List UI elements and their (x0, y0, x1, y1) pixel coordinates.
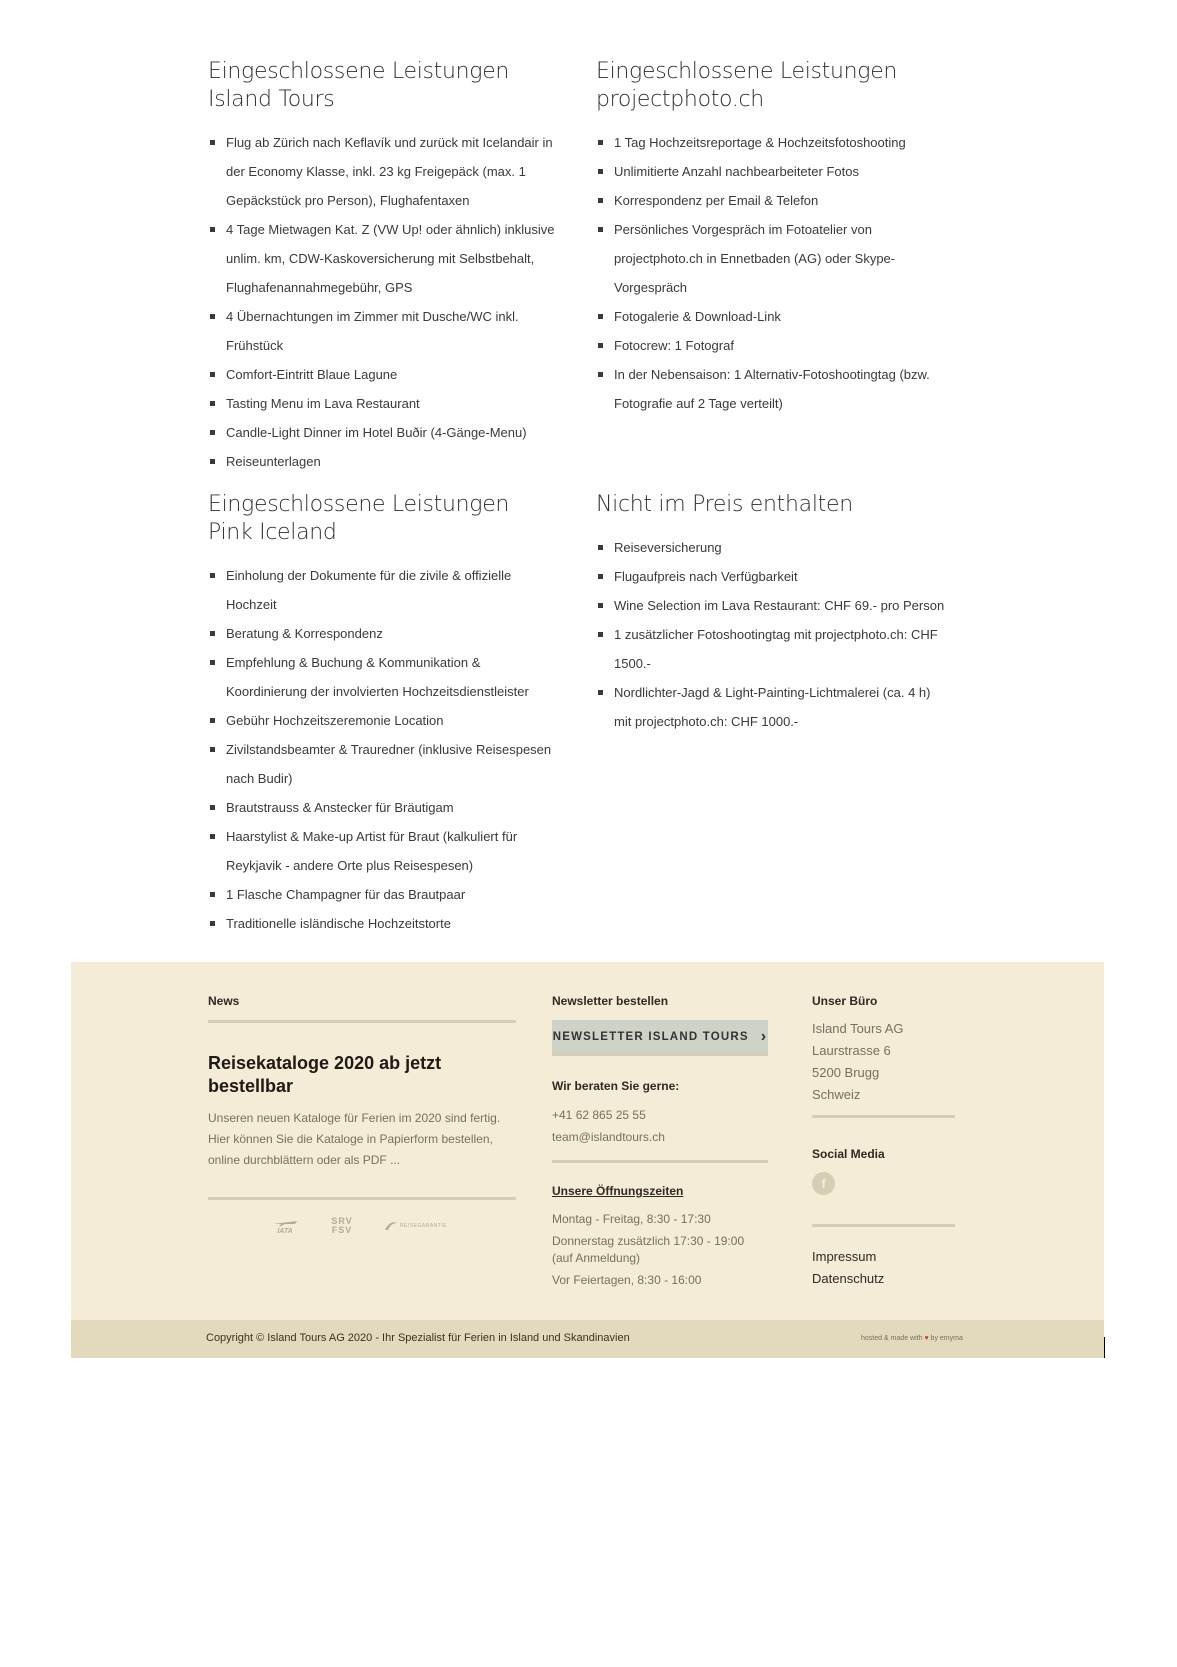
list-item: Nordlichter-Jagd & Light-Painting-Lichtmalerei (ca. 4 h) mit projectphoto.ch: CHF 1000.- (596, 678, 946, 736)
office-heading: Unser Büro (812, 994, 878, 1008)
list-item: Empfehlung & Buchung & Kommunikation & Koordinierung der involvierten Hochzeitsdienstleister (208, 648, 558, 706)
included-list (596, 128, 946, 418)
list-item: Reiseversicherung (596, 533, 946, 562)
made-with-credit[interactable]: hosted & made with ♥ by emyma (861, 1335, 963, 1342)
section-island-tours (208, 58, 558, 476)
list-item: Unlimitierte Anzahl nachbearbeiteter Fotos (596, 157, 946, 186)
address-line: Schweiz (812, 1087, 861, 1102)
facebook-icon[interactable]: f (812, 1172, 835, 1195)
opening-hours-heading[interactable]: Unsere Öffnungszeiten (552, 1184, 684, 1198)
list-item: Beratung & Korrespondenz (208, 619, 558, 648)
opening-hours (552, 1211, 768, 1289)
text-cursor (1104, 1337, 1105, 1358)
hours-line: Vor Feiertagen, 8:30 - 16:00 (552, 1273, 702, 1287)
news-heading: News (208, 994, 240, 1008)
newsletter-button[interactable] (552, 1020, 768, 1056)
address-line: Island Tours AG (812, 1021, 904, 1036)
footer (71, 962, 1104, 1320)
copyright-text: Copyright © Island Tours AG 2020 - Ihr Spezialist für Ferien in Island und Skandinavien (206, 1332, 630, 1344)
newsletter-button-label: NEWSLETTER ISLAND TOURS (552, 1030, 749, 1043)
section-title: Eingeschlossene Leistungen Island Tours (208, 59, 510, 112)
newsletter-heading: Newsletter bestellen (552, 994, 669, 1008)
section-pink-iceland (208, 491, 558, 938)
address-line: 5200 Brugg (812, 1065, 880, 1080)
list-item: Wine Selection im Lava Restaurant: CHF 69.- pro Person (596, 591, 946, 620)
list-item: Gebühr Hochzeitszeremonie Location (208, 706, 558, 735)
list-item: Zivilstandsbeamter & Trauredner (inklusive Reisespesen nach Budir) (208, 735, 558, 793)
list-item: Comfort-Eintritt Blaue Lagune (208, 360, 558, 389)
datenschutz-link[interactable]: Datenschutz (812, 1271, 885, 1286)
divider (552, 1160, 768, 1163)
list-item: Persönliches Vorgespräch im Fotoatelier von projectphoto.ch in Ennetbaden (AG) oder Skype-Vorgespräch (596, 215, 946, 302)
list-item: Fotogalerie & Download-Link (596, 302, 946, 331)
advice-heading: Wir beraten Sie gerne: (552, 1079, 680, 1093)
section-title: Eingeschlossene Leistungen projectphoto.ch (596, 59, 898, 112)
chevron-right-icon: › (760, 1027, 768, 1045)
list-item: In der Nebensaison: 1 Alternativ-Fotoshootingtag (bzw. Fotografie auf 2 Tage verteilt) (596, 360, 946, 418)
section-not-included (596, 491, 946, 736)
iata-logo: IATA (270, 1218, 300, 1235)
reisegarantie-logo: REISEGARANTIE (384, 1220, 447, 1232)
office-address (812, 1018, 904, 1106)
list-item: Brautstrauss & Anstecker für Bräutigam (208, 793, 558, 822)
hours-line: Donnerstag zusätzlich 17:30 - 19:00 (auf Anmeldung) (552, 1234, 745, 1265)
list-item: 1 zusätzlicher Fotoshootingtag mit projectphoto.ch: CHF 1500.- (596, 620, 946, 678)
news-article-title[interactable]: Reisekataloge 2020 ab jetzt bestellbar (208, 1053, 442, 1096)
email-link[interactable]: team@islandtours.ch (552, 1130, 665, 1144)
list-item: Haarstylist & Make-up Artist für Braut (kalkuliert für Reykjavik - andere Orte plus Reisespesen) (208, 822, 558, 880)
address-line: Laurstrasse 6 (812, 1043, 891, 1058)
section-title: Nicht im Preis enthalten (596, 492, 853, 517)
list-item: Reiseunterlagen (208, 447, 558, 476)
plane-icon (271, 1218, 299, 1228)
swoosh-icon (384, 1220, 398, 1232)
included-list (208, 128, 558, 476)
phone-number[interactable]: +41 62 865 25 55 (552, 1108, 646, 1122)
list-item: Fotocrew: 1 Fotograf (596, 331, 946, 360)
list-item: 1 Flasche Champagner für das Brautpaar (208, 880, 558, 909)
excluded-list (596, 533, 946, 736)
heart-icon: ♥ (924, 1335, 929, 1342)
divider (812, 1115, 955, 1118)
srv-logo: SRV FSV (331, 1216, 353, 1235)
list-item: Traditionelle isländische Hochzeitstorte (208, 909, 558, 938)
news-article-text: Unseren neuen Kataloge für Ferien im 2020 sind fertig. Hier können Sie die Kataloge in Papierform bestellen, online durchblättern oder als PDF ... (208, 1111, 501, 1167)
divider (812, 1224, 955, 1227)
divider (208, 1197, 516, 1200)
social-media-heading: Social Media (812, 1147, 885, 1161)
legal-links (812, 1246, 884, 1290)
list-item: 4 Tage Mietwagen Kat. Z (VW Up! oder ähnlich) inklusive unlim. km, CDW-Kaskoversicherung mit Selbstbehalt, Flughafenannahmegebühr, GPS (208, 215, 558, 302)
divider (208, 1020, 516, 1023)
list-item: Candle-Light Dinner im Hotel Buðir (4-Gänge-Menu) (208, 418, 558, 447)
hours-line: Montag - Freitag, 8:30 - 17:30 (552, 1212, 711, 1226)
impressum-link[interactable]: Impressum (812, 1249, 877, 1264)
section-projectphoto (596, 58, 946, 418)
list-item: Tasting Menu im Lava Restaurant (208, 389, 558, 418)
section-title: Eingeschlossene Leistungen Pink Iceland (208, 492, 510, 545)
list-item: Korrespondenz per Email & Telefon (596, 186, 946, 215)
footer-bottom-bar (71, 1320, 1104, 1358)
list-item: Flug ab Zürich nach Keflavík und zurück mit Icelandair in der Economy Klasse, inkl. 23 kg Freigepäck (max. 1 Gepäckstück pro Person), Flughafentaxen (208, 128, 558, 215)
list-item: 1 Tag Hochzeitsreportage & Hochzeitsfotoshooting (596, 128, 946, 157)
list-item: 4 Übernachtungen im Zimmer mit Dusche/WC inkl. Frühstück (208, 302, 558, 360)
list-item: Flugaufpreis nach Verfügbarkeit (596, 562, 946, 591)
partner-logos (270, 1217, 447, 1235)
list-item: Einholung der Dokumente für die zivile & offizielle Hochzeit (208, 561, 558, 619)
included-list (208, 561, 558, 938)
